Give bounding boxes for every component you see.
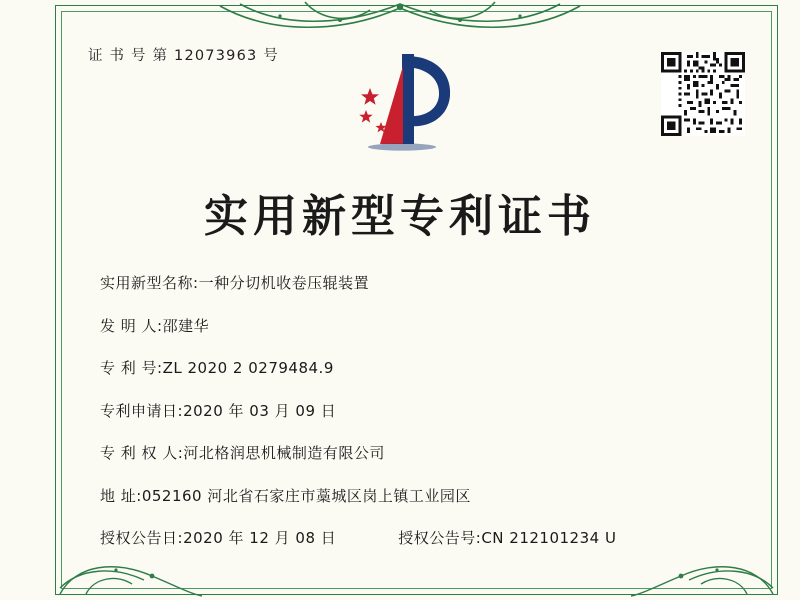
field-value: 一种分切机收卷压辊装置: [198, 274, 370, 292]
field-label: 专利申请日:: [100, 401, 184, 420]
certificate-number: 证 书 号 第 12073963 号: [88, 48, 279, 64]
field-label: 地 址:: [100, 486, 142, 505]
field-label: 实用新型名称:: [100, 274, 199, 292]
field-label: 专 利 权 人:: [100, 444, 184, 462]
field-patentee: [100, 442, 730, 463]
field-value: 052160 河北省石家庄市藁城区岗上镇工业园区: [141, 486, 471, 505]
grant-date-value: 2020 年 12 月 08 日: [183, 529, 337, 547]
field-value: 邵建华: [162, 316, 210, 335]
announcement-number-value: CN 212101234 U: [481, 529, 617, 547]
field-value: ZL 2020 2 0279484.9: [162, 359, 334, 377]
certificate-fields: [100, 272, 730, 548]
field-value: 河北格润思机械制造有限公司: [183, 444, 385, 462]
cnipa-logo-icon: [340, 48, 460, 158]
qr-code-icon: [661, 52, 745, 136]
field-label: 专 利 号:: [100, 359, 163, 377]
field-application-date: [100, 400, 730, 421]
grant-date-label: 授权公告日:: [100, 529, 184, 547]
announcement-number-label: 授权公告号:: [398, 529, 482, 547]
field-value: 2020 年 03 月 09 日: [183, 401, 337, 420]
field-label: 发 明 人:: [100, 316, 163, 335]
field-patent-number: [100, 357, 730, 378]
field-address: [100, 485, 730, 506]
field-grant-announcement: [100, 527, 730, 548]
field-inventor: [100, 315, 730, 336]
field-utility-model-name: [100, 272, 730, 293]
page-title: 实用新型专利证书: [204, 191, 596, 242]
